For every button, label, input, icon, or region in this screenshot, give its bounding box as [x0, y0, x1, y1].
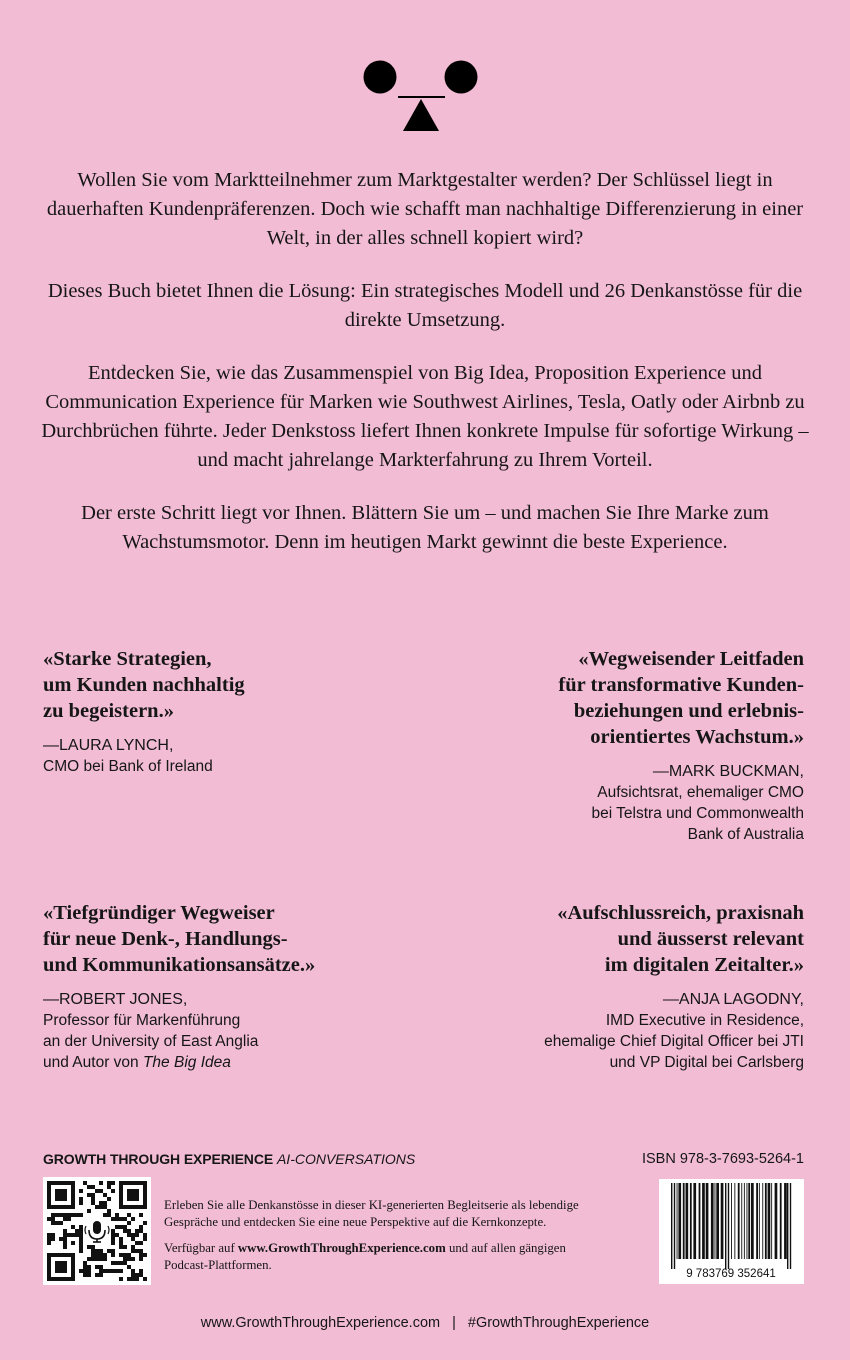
book-title: The Big Idea — [142, 1054, 231, 1071]
isbn-barcode — [659, 1179, 804, 1284]
footer-hashtag[interactable]: #GrowthThroughExperience — [467, 1315, 650, 1331]
blurb-paragraph-2: Dieses Buch bietet Ihnen die Lösung: Ein strategisches Modell und 26 Denkanstösse für die direkte Umsetzung. — [47, 280, 803, 331]
blurb-paragraph-3: Entdecken Sie, wie das Zusammenspiel von Big Idea, Proposition Experience und Communication Experience für Marken wie Southwest Airlines, Tesla, Oatly oder Airbnb zu Durchbrüchen führte. Jeder Denkstoss liefert Ihnen konkrete Impulse für sofortige Wirkung – und macht jahrelange Markterfahrung zu Ihrem Vorteil. — [41, 362, 809, 471]
series-title — [43, 1151, 415, 1167]
footer-separator: | — [452, 1315, 456, 1331]
quote-text: «Aufschlussreich, praxisnah und äusserst relevant im digitalen Zeitalter.» — [557, 902, 804, 976]
quote-author-role-text: Professor für Markenführung an der University of East Anglia und Autor von — [43, 1012, 259, 1071]
logo — [0, 0, 850, 140]
barcode-image — [659, 1179, 804, 1284]
quote-author-role: Aufsichtsrat, ehemaliger CMO bei Telstra und Commonwealth Bank of Australia — [591, 784, 804, 843]
quote-author-role — [43, 1010, 443, 1073]
series-name: GROWTH THROUGH EXPERIENCE — [43, 1151, 274, 1167]
quote-text: «Wegweisender Leitfaden für transformative Kunden- beziehungen und erlebnis- orientiertes Wachstum.» — [558, 648, 804, 748]
balance-figure-icon — [0, 0, 850, 140]
footer-website-link[interactable]: www.GrowthThroughExperience.com — [200, 1315, 441, 1331]
barcode-digits: 9 783769 352641 — [686, 1268, 776, 1280]
blurb — [40, 166, 810, 557]
quote-author: —MARK BUCKMAN, — [652, 763, 804, 780]
quote-text: «Starke Strategien, um Kunden nachhaltig zu begeistern.» — [43, 648, 245, 722]
podcast-availability — [164, 1240, 584, 1274]
podcast-info — [164, 1197, 584, 1274]
footer — [0, 1315, 850, 1331]
testimonial-laura-lynch — [43, 646, 443, 777]
blurb-paragraph-4: Der erste Schritt liegt vor Ihnen. Blättern Sie um – und machen Sie Ihre Marke zum Wachstumsmotor. Denn im heutigen Markt gewinnt die beste Experience. — [81, 502, 769, 553]
testimonial-mark-buckman — [404, 646, 804, 845]
quote-author-role: IMD Executive in Residence, ehemalige Chief Digital Officer bei JTI und VP Digital bei Carlsberg — [544, 1012, 804, 1071]
quote-author: —LAURA LYNCH, — [43, 737, 174, 754]
podcast-description: Erleben Sie alle Denkanstösse in dieser KI-generierten Begleitserie als lebendige Gespräche und entdecken Sie eine neue Perspektive auf die Kernkonzepte. — [164, 1198, 579, 1229]
series-subtitle: AI-CONVERSATIONS — [276, 1151, 416, 1167]
quote-author: —ROBERT JONES, — [43, 991, 188, 1008]
microphone-icon — [83, 1217, 111, 1245]
testimonial-anja-lagodny — [404, 900, 804, 1073]
availability-prefix: Verfügbar auf — [164, 1241, 238, 1255]
testimonial-robert-jones — [43, 900, 443, 1073]
quote-text: «Tiefgründiger Wegweiser für neue Denk-, Handlungs- und Kommunikationsansätze.» — [43, 902, 316, 976]
isbn: ISBN 978-3-7693-5264-1 — [641, 1151, 804, 1167]
quote-author: —ANJA LAGODNY, — [662, 991, 804, 1008]
podcast-url-link[interactable]: www.GrowthThroughExperience.com — [237, 1241, 446, 1255]
quote-author-role: CMO bei Bank of Ireland — [43, 758, 213, 775]
availability-suffix: und auf allen gängigen Podcast-Plattformen. — [164, 1241, 566, 1272]
blurb-paragraph-1: Wollen Sie vom Marktteilnehmer zum Marktgestalter werden? Der Schlüssel liegt in dauerhaften Kundenpräferenzen. Doch wie schafft man nachhaltige Differenzierung in einer Welt, in der alles schnell kopiert wird? — [46, 169, 804, 249]
qr-code[interactable] — [43, 1177, 151, 1285]
qr-code-image — [43, 1177, 151, 1285]
